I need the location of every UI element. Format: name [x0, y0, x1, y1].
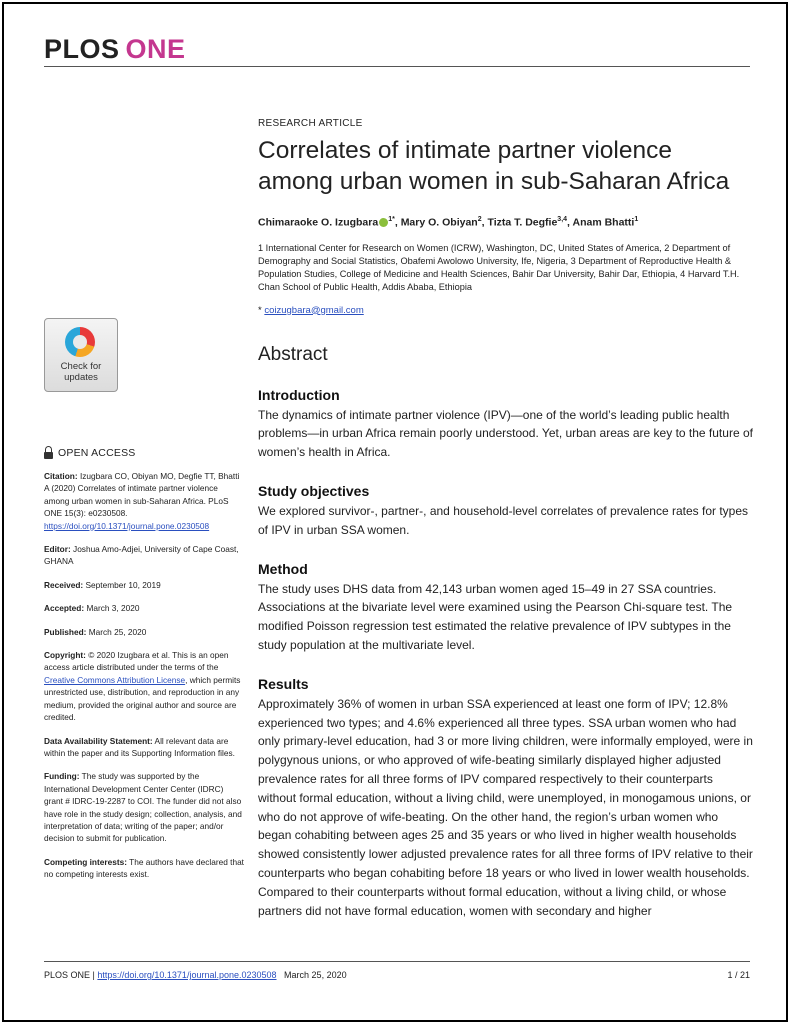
funding-label: Funding: [44, 771, 80, 782]
author-name[interactable]: Tizta T. Degfie [487, 216, 558, 229]
funding-text: The study was supported by the International Development Center Center (IDRC) grant # IDRC-19-2287 to COI. The funder did not also have role in the study design; collection, analysis, and interpretation of data; writing of the paper; and/or decision to submit for publication. [44, 771, 242, 844]
author-list: Chimaraoke O. Izugbara $^{1*}$, Mary O. Obiyan$^2$, Tizta T. Degfie$^{3,4}$, Anam Bhatti$^1$ [258, 216, 639, 229]
competing-interests-text: The authors have declared that no competing interests exist. [44, 856, 244, 880]
published-text: March 25, 2020 [88, 626, 147, 637]
author-corresponding-mark: * [392, 216, 395, 223]
accepted-text: March 3, 2020 [86, 603, 140, 614]
copyright-label: Copyright: [44, 650, 86, 661]
section-text-results: Approximately 36% of women in urban SSA experienced at least one form of IPV; 12.8% experienced two types; and 4.6% experienced all three types. SSA urban women who had only primary-level education, had 3 or more living children, were informally employed, were in polygynous unions, or who approved of wife-beating similarly displayed higher adjusted prevalence rates for all three forms of IPV compared respectively to their counterparts without formal education, without a living child, were unemployed, in monogamous unions, or who do not approve of wife-beating. On the other hand, the region’s urban women who began cohabiting between ages 25 and 35 years or who lived in higher wealth households showed consistently lower adjusted prevalence rates for all three forms of IPV relative to their counterparts who began cohabiting before 18 years or who lived in lower wealth households. Compared to their counterparts without formal education, without a living child, or whose partners did not have formal education, women with secondary and higher [258, 696, 753, 918]
competing-interests-label: Competing interests: [44, 856, 127, 867]
footer-date: March 25, 2020 [284, 970, 347, 980]
section-heading-results: Results [258, 675, 309, 692]
license-link[interactable]: Creative Commons Attribution License [44, 674, 186, 685]
editor-label: Editor: [44, 544, 71, 555]
section-text-method: The study uses DHS data from 42,143 urban women aged 15–49 in 27 SSA countries. Associations at the bivariate level were examined using the Pearson Chi-square test. The modified Poisson regression test estimated the relative prevalence of IPV subtypes in the study population at the multivariate level. [258, 581, 733, 653]
author-name[interactable]: Mary O. Obiyan [400, 216, 478, 229]
header-rule [44, 66, 750, 67]
footer [44, 970, 750, 980]
published-label: Published: [44, 626, 87, 637]
logo-one: ONE [125, 34, 186, 64]
open-access [44, 447, 244, 459]
section-text-objectives: We explored survivor-, partner-, and household-level correlates of prevalence rates for types of IPV in urban SSA women. [258, 504, 749, 537]
section-heading-introduction: Introduction [258, 386, 340, 403]
received-text: September 10, 2019 [85, 579, 161, 590]
accepted-label: Accepted: [44, 603, 85, 614]
footer-journal: PLOS ONE | [44, 970, 95, 980]
funding [44, 770, 244, 844]
orcid-icon[interactable] [379, 218, 388, 227]
author-name[interactable]: Chimaraoke O. Izugbara [258, 216, 379, 229]
footer-rule [44, 961, 750, 962]
journal-logo [44, 34, 186, 65]
copyright-pre: © 2020 Izugbara et al. This is an open access article distributed under the terms of the [44, 650, 229, 673]
citation-doi-link[interactable]: https://doi.org/10.1371/journal.pone.0230508 [44, 520, 210, 531]
abstract-heading: Abstract [258, 343, 328, 365]
data-availability [44, 735, 244, 760]
section-heading-method: Method [258, 560, 308, 577]
author-sup: 2 [477, 216, 482, 223]
copyright-post: , which permits unrestricted use, distribution, and reproduction in any medium, provided the original author and source are credited. [44, 674, 241, 723]
data-availability-text: All relevant data are within the paper and its Supporting Information files. [44, 735, 235, 758]
section-text-introduction: The dynamics of intimate partner violence (IPV)—one of the world’s leading public health problems—in urban Africa remain poorly understood. Yet, urban areas are key to the future of women’s health in Africa. [258, 407, 753, 460]
author-name[interactable]: Anam Bhatti [572, 216, 635, 229]
corresponding-email [258, 305, 753, 316]
article-main [258, 118, 753, 920]
page-number: 1 / 21 [727, 970, 750, 980]
article-type: RESEARCH ARTICLE [258, 118, 363, 129]
check-updates-label: Check for updates [60, 361, 102, 383]
author-sup: 1 [634, 216, 639, 223]
received-label: Received: [44, 579, 84, 590]
data-availability-label: Data Availability Statement: [44, 735, 153, 746]
article-title: Correlates of intimate partner violence among urban women in sub-Saharan Africa [258, 137, 730, 195]
open-access-label: OPEN ACCESS [58, 447, 136, 459]
received [44, 579, 244, 591]
accepted [44, 602, 244, 614]
citation-text: Izugbara CO, Obiyan MO, Degfie TT, Bhatti A (2020) Correlates of intimate partner violence among urban women in sub-Saharan Africa. PLoS ONE 15(3): e0230508. [44, 471, 240, 519]
sidebar [44, 318, 244, 881]
competing-interests [44, 856, 244, 881]
author-sup: 3,4 [557, 216, 568, 223]
open-lock-icon [44, 452, 53, 459]
citation [44, 470, 244, 532]
email-mark: * [258, 304, 262, 316]
editor-text: Joshua Amo-Adjei, University of Cape Coast, GHANA [44, 544, 239, 567]
footer-doi-link[interactable]: https://doi.org/10.1371/journal.pone.0230508 [97, 970, 277, 980]
editor [44, 543, 244, 568]
published [44, 626, 244, 638]
email-link[interactable]: coizugbara@gmail.com [264, 304, 364, 316]
citation-label: Citation: [44, 471, 78, 481]
affiliations: 1 International Center for Research on Women (ICRW), Washington, DC, United States of America, 2 Department of Demography and Social Statistics, Obafemi Awolowo University, Ife, Nigeria, 3 Department of Reproductive Health & Population Studies, College of Medicine and Health Sciences, Bahir Dar University, Bahir Dar, Ethiopia, 4 Harvard T.H. Chan School of Public Health, Addis Ababa, Ethiopia [258, 242, 740, 293]
logo-plos: PLOS [44, 34, 120, 64]
author-sup: 1 [388, 216, 393, 223]
crossmark-icon [65, 327, 95, 357]
copyright [44, 649, 244, 723]
section-heading-objectives: Study objectives [258, 483, 370, 500]
check-for-updates-button[interactable] [44, 318, 118, 392]
